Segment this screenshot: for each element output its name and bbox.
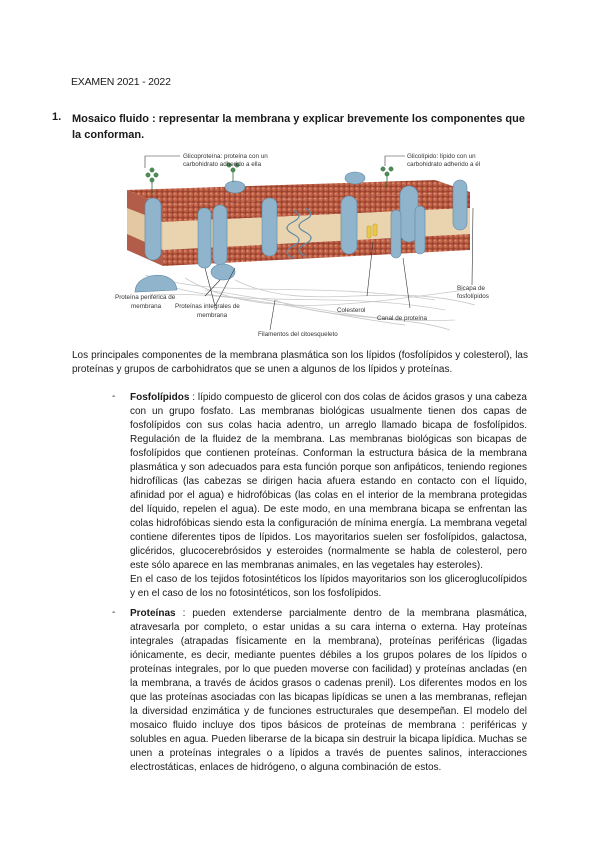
intro-paragraph: Los principales componentes de la membrana plasmática son los lípidos (fosfolípidos y colesterol), las proteínas y grupos de carbohidratos que se unen a algunos de los lípidos y proteínas.	[72, 350, 528, 375]
label-filaments: Filamentos del citoesqueleto	[258, 331, 338, 338]
fosfolipidos-section	[130, 391, 527, 601]
label-integral-2: membrana	[197, 312, 228, 319]
membrane-diagram	[105, 150, 500, 345]
label-peripheral-1: Proteína periférica de	[115, 294, 176, 301]
label-bilayer-2: fosfolípidos	[457, 293, 489, 300]
label-glycoprotein-1: Glicoproteína: proteína con un	[183, 153, 268, 160]
question-number: 1.	[52, 111, 62, 123]
label-bilayer-1: Bicapa de	[457, 285, 486, 292]
fosfolipidos-body: : lípido compuesto de glicerol con dos colas de ácidos grasos y una cabeza con un grupo fosfato. Las membranas biológicas usualmente tienen dos capas de fosfolípidos con sus colas hacia adentro, un arreglo llamado bicapa de fosfolípidos. Regulación de la fluidez de la membrana. Las membranas biológicas son bicapas de fosfolípidos que contienen proteínas. Conforman la estructura básica de la membrana plasmática y son adecuados para esta función porque son anfipáticos, teniendo regiones hidrofílicas (las cabezas se dirigen hacia afuera estando en contacto con el líquido, afinidad por el agua) e hidrofóbicas (las colas en el interior de la membrana protegidas del líquido, repelen el agua). De este modo, en una membrana bicapa se enfrentan las colas hidrofóbicas siendo esta la configuración de mínima energía. La membrana vegetal contiene diferentes tipos de lípidos. Los mayoritarios suelen ser fosfolípidos, galactosa, glicéridos, glucocerebrósidos y esteroides (normalmente se habla de colesterol, pero este sólo aparece en las membranas animales, en las vegetales hay esteroles).	[130, 392, 527, 571]
proteinas-body: : pueden extenderse parcialmente dentro de la membrana plasmática, atravesarla por completo, o estar unidas a su cara interna o externa. Hay proteínas integrales (atrapadas físicamente en la membrana), proteínas periféricas (ligadas iónicamente, es decir, mediante puentes débiles a los grupos polares de los lípidos o proteínas integrales, por lo que pueden moverse con facilidad) y proteínas ancladas (en la membrana, a través de ácidos grasos o cadenas prenil). Los diferentes modos en los que las proteínas asociadas con las bicapas lipídicas se unen a las membranas, reflejan la diversidad enzimática y de funciones estructurales que desempeñan. El modelo del mosaico fluido incluye dos tipos básicos de proteínas de membrana : periféricas y solubles en agua. Pueden liberarse de la bicapa sin destruir la bicapa lipídica. Muchas se unen a proteínas integrales o a lípidos a través de puentes salinos, interacciones electrostáticas, enlaces de hidrógeno, o alguna combinación de estos.	[130, 608, 527, 773]
fosfolipidos-term: Fosfolípidos	[130, 392, 190, 403]
lower-peripheral-protein	[211, 264, 235, 280]
label-integral-1: Proteínas integrales de	[175, 303, 240, 310]
question-text: Mosaico fluido : representar la membrana y explicar brevemente los componentes que la conforman.	[72, 113, 525, 141]
label-glycolipid-1: Glicolípido: lípido con un	[407, 153, 476, 160]
label-channel: Canal de proteína	[377, 315, 428, 322]
label-glycoprotein-2: carbohidrato adherido a ella	[183, 161, 262, 168]
label-peripheral-2: membrana	[131, 303, 162, 310]
proteinas-term: Proteínas	[130, 608, 176, 619]
bullet-dash-2: -	[112, 607, 116, 618]
label-cholesterol: Colesterol	[337, 307, 366, 314]
exam-title: EXAMEN 2021 - 2022	[71, 76, 171, 88]
proteinas-section	[130, 607, 527, 775]
peripheral-protein	[135, 275, 177, 292]
label-glycolipid-2: carbohidrato adherido a él	[407, 161, 481, 168]
fosfolipidos-body-2: En el caso de los tejidos fotosintéticos los lípidos mayoritarios son los gliceroglucolípidos y en el caso de los no fotosintéticos, son los fosfolípidos.	[130, 574, 527, 599]
bullet-dash-1: -	[112, 391, 116, 402]
